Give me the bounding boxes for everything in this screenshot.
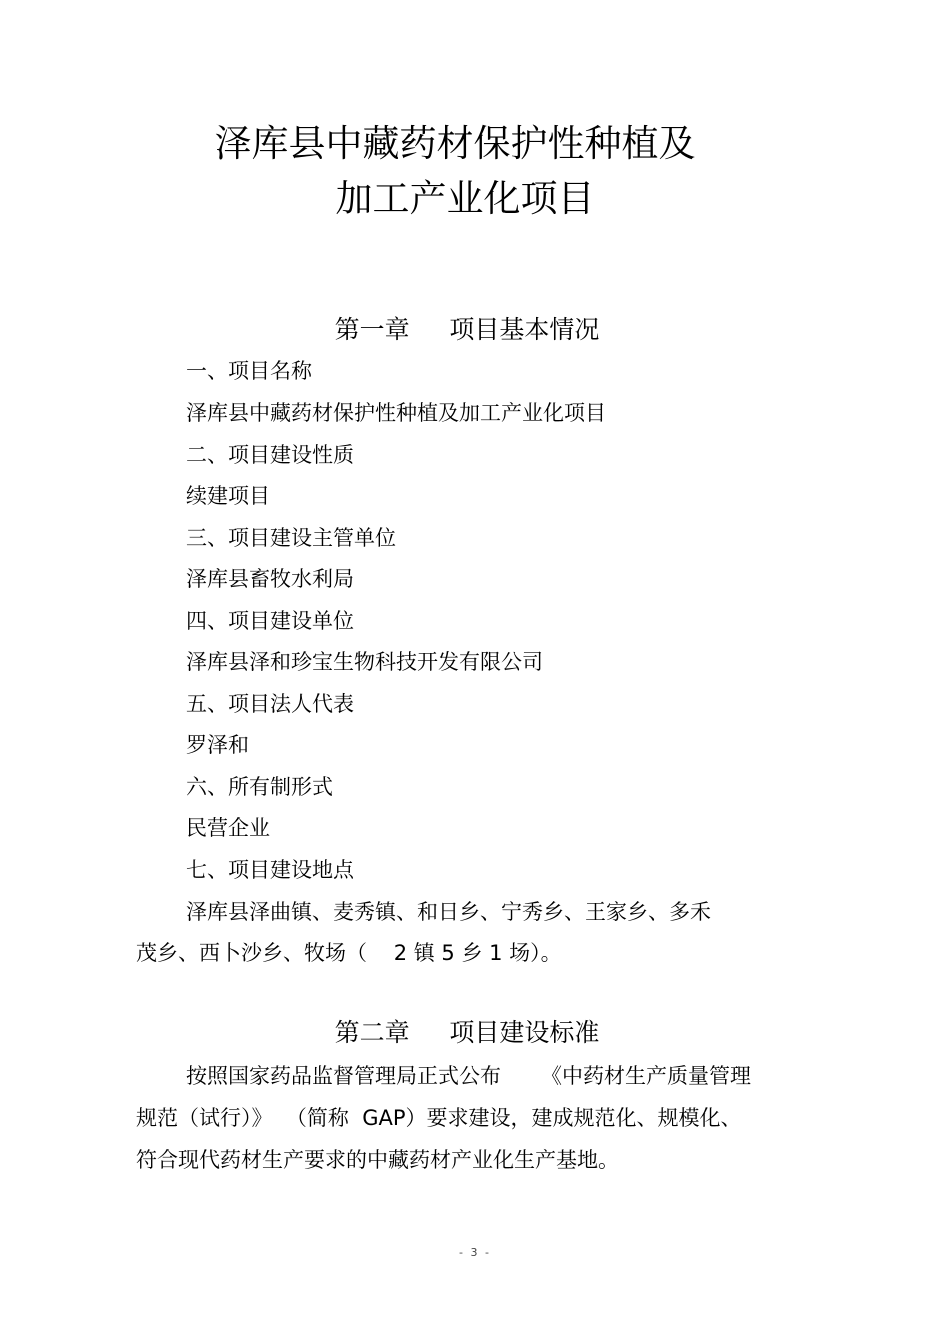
section-heading-legal-representative: 五、项目法人代表	[186, 692, 354, 716]
section-content-construction-nature: 续建项目	[186, 484, 270, 508]
document-title-line-1: 泽库县中藏药材保护性种植及	[214, 122, 696, 165]
section-heading-construction-location: 七、项目建设地点	[186, 858, 354, 882]
section-content-construction-location-line-1: 泽库县泽曲镇、麦秀镇、和日乡、宁秀乡、王家乡、多禾	[186, 900, 711, 924]
section-heading-supervising-unit: 三、项目建设主管单位	[186, 526, 396, 550]
section-content-construction-unit: 泽库县泽和珍宝生物科技开发有限公司	[186, 650, 543, 674]
section-heading-project-name: 一、项目名称	[186, 359, 312, 383]
paragraph-line-3: 符合现代药材生产要求的中藏药材产业化生产基地。	[136, 1148, 619, 1172]
chapter-1-heading: 第一章 项目基本情况	[334, 315, 600, 344]
page-number: - 3 -	[459, 1246, 491, 1259]
section-content-legal-representative: 罗泽和	[186, 733, 249, 757]
document-title-line-2: 加工产业化项目	[335, 177, 595, 220]
section-content-construction-location-line-2: 茂乡、西卜沙乡、牧场（ 2 镇 5 乡 1 场）。	[136, 941, 562, 965]
paragraph-line-2: 规范（试行）》 （简称 GAP）要求建设，建成规范化、规模化、	[136, 1106, 742, 1130]
paragraph-line-1: 按照国家药品监督管理局正式公布 《中药材生产质量管理	[186, 1064, 752, 1088]
section-heading-ownership-form: 六、所有制形式	[186, 775, 333, 799]
section-content-ownership-form: 民营企业	[186, 816, 270, 840]
section-content-project-name: 泽库县中藏药材保护性种植及加工产业化项目	[186, 401, 606, 425]
chapter-2-heading: 第二章 项目建设标准	[334, 1018, 600, 1047]
section-heading-construction-nature: 二、项目建设性质	[186, 443, 354, 467]
section-heading-construction-unit: 四、项目建设单位	[186, 609, 354, 633]
section-content-supervising-unit: 泽库县畜牧水利局	[186, 567, 354, 591]
